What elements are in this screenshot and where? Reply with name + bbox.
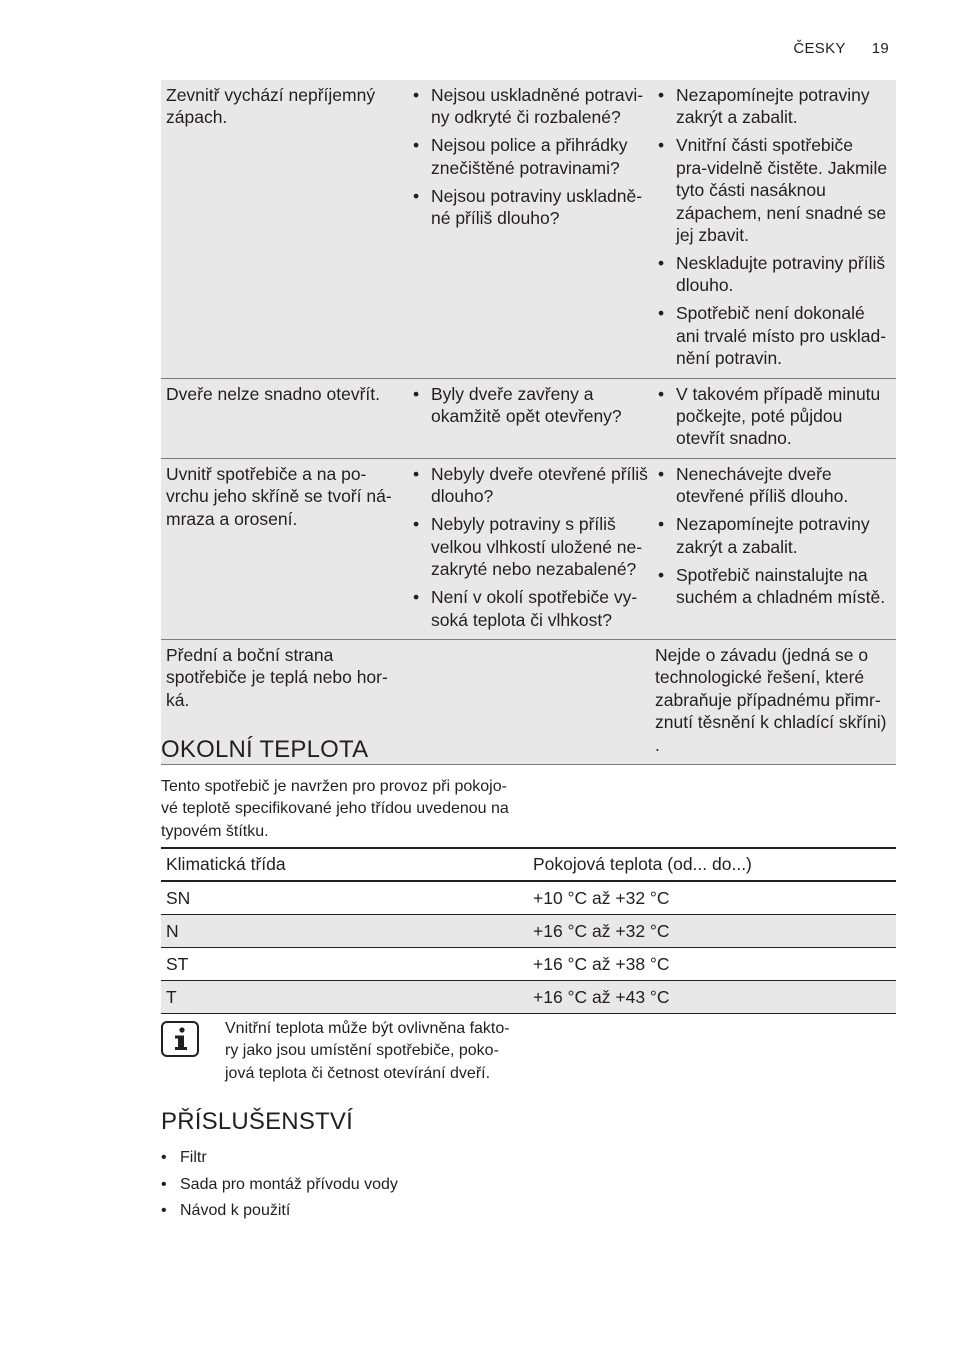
solutions-cell [652, 640, 896, 764]
accessories-list [161, 1147, 398, 1227]
list-item: • Není v okolí spotřebiče vy-soká teplota či vlhkost? [407, 586, 648, 631]
list-item: • Neskladujte potraviny příliš dlouho. [652, 252, 888, 297]
list-item: • Filtr [161, 1147, 398, 1169]
table-row [161, 80, 896, 379]
list-item: • Nenechávejte dveře otevřené příliš dlouho. [652, 463, 888, 508]
list-item: • Spotřebič není dokonalé ani trvalé místo pro usklad-nění potravin. [652, 302, 888, 369]
ambient-intro: Tento spotřebič je navržen pro provoz při pokojo-vé teplotě specifikované jeho třídou uvedenou na typovém štítku. [161, 778, 509, 840]
troubleshooting-table [161, 80, 896, 765]
table-row [161, 459, 896, 640]
problem-cell: Zevnitř vychází nepříjemný zápach. [166, 85, 376, 128]
table-row [161, 379, 896, 459]
list-item: • Nejsou police a přihrádky znečištěné potravinami? [407, 134, 648, 179]
section-title-accessories: PŘÍSLUŠENSTVÍ [161, 1108, 353, 1135]
solutions-cell [652, 379, 896, 458]
climate-table [161, 847, 896, 1014]
temp-range: +16 °C až +32 °C [533, 920, 670, 941]
table-row [161, 981, 896, 1014]
solutions-cell [652, 80, 896, 378]
list-item: • Nejsou uskladněné potravi-ny odkryté či rozbalené? [407, 84, 648, 129]
column-header-class: Klimatická třída [166, 854, 286, 875]
problem-cell: Přední a boční strana spotřebiče je teplá nebo hor-ká. [166, 644, 388, 710]
causes-cell [407, 80, 652, 378]
temp-range: +16 °C až +38 °C [533, 953, 670, 974]
climate-class: SN [166, 887, 191, 908]
section-title-ambient: OKOLNÍ TEPLOTA [161, 736, 369, 763]
list-item: • Byly dveře zavřeny a okamžitě opět otevřeny? [407, 383, 648, 428]
info-icon-glyph [163, 1023, 197, 1055]
language-label: ČESKY [793, 40, 846, 57]
list-item: • Nebyly dveře otevřené příliš dlouho? [407, 463, 648, 508]
causes-cell [407, 459, 652, 639]
temp-range: +16 °C až +43 °C [533, 986, 670, 1007]
table-row [161, 915, 896, 948]
list-item: • Vnitřní části spotřebiče pra-videlně čistěte. Jakmile tyto části nasáknou zápachem, není snadné se jej zbavit. [652, 134, 888, 246]
causes-cell [407, 379, 652, 458]
table-row [161, 948, 896, 981]
temp-range: +10 °C až +32 °C [533, 887, 670, 908]
causes-cell [407, 640, 652, 764]
problem-cell: Uvnitř spotřebiče a na po-vrchu jeho skříně se tvoří ná-mraza a orosení. [166, 463, 392, 529]
list-item: • V takovém případě minutu počkejte, poté půjdou otevřít snadno. [652, 383, 888, 450]
list-item: • Spotřebič nainstalujte na suchém a chladném místě. [652, 564, 888, 609]
problem-cell: Dveře nelze snadno otevřít. [166, 383, 381, 404]
climate-class: N [166, 920, 179, 941]
column-header-temp: Pokojová teplota (od... do...) [533, 854, 752, 875]
table-row [161, 882, 896, 915]
page-header [793, 38, 889, 60]
solutions-cell [652, 459, 896, 639]
list-item: • Návod k použití [161, 1200, 398, 1222]
info-note: Vnitřní teplota může být ovlivněna fakto-ry jako jsou umístění spotřebiče, poko-jová teplota či četnost otevírání dveří. [225, 1020, 510, 1082]
climate-class: ST [166, 953, 189, 974]
list-item: • Sada pro montáž přívodu vody [161, 1174, 398, 1196]
page-number: 19 [871, 40, 889, 57]
table-header-row [161, 849, 896, 882]
list-item: • Nebyly potraviny s příliš velkou vlhkostí uložené ne-zakryté nebo nezabalené? [407, 513, 648, 580]
climate-class: T [166, 986, 177, 1007]
info-icon [161, 1021, 199, 1057]
solution-text: Nejde o závadu (jedná se o technologické řešení, které zabraňuje případnému přimr-znutí těsnění k chladící skříni) . [655, 644, 887, 755]
list-item: • Nejsou potraviny uskladně-né příliš dlouho? [407, 185, 648, 230]
list-item: • Nezapomínejte potraviny zakrýt a zabalit. [652, 84, 888, 129]
list-item: • Nezapomínejte potraviny zakrýt a zabalit. [652, 513, 888, 558]
